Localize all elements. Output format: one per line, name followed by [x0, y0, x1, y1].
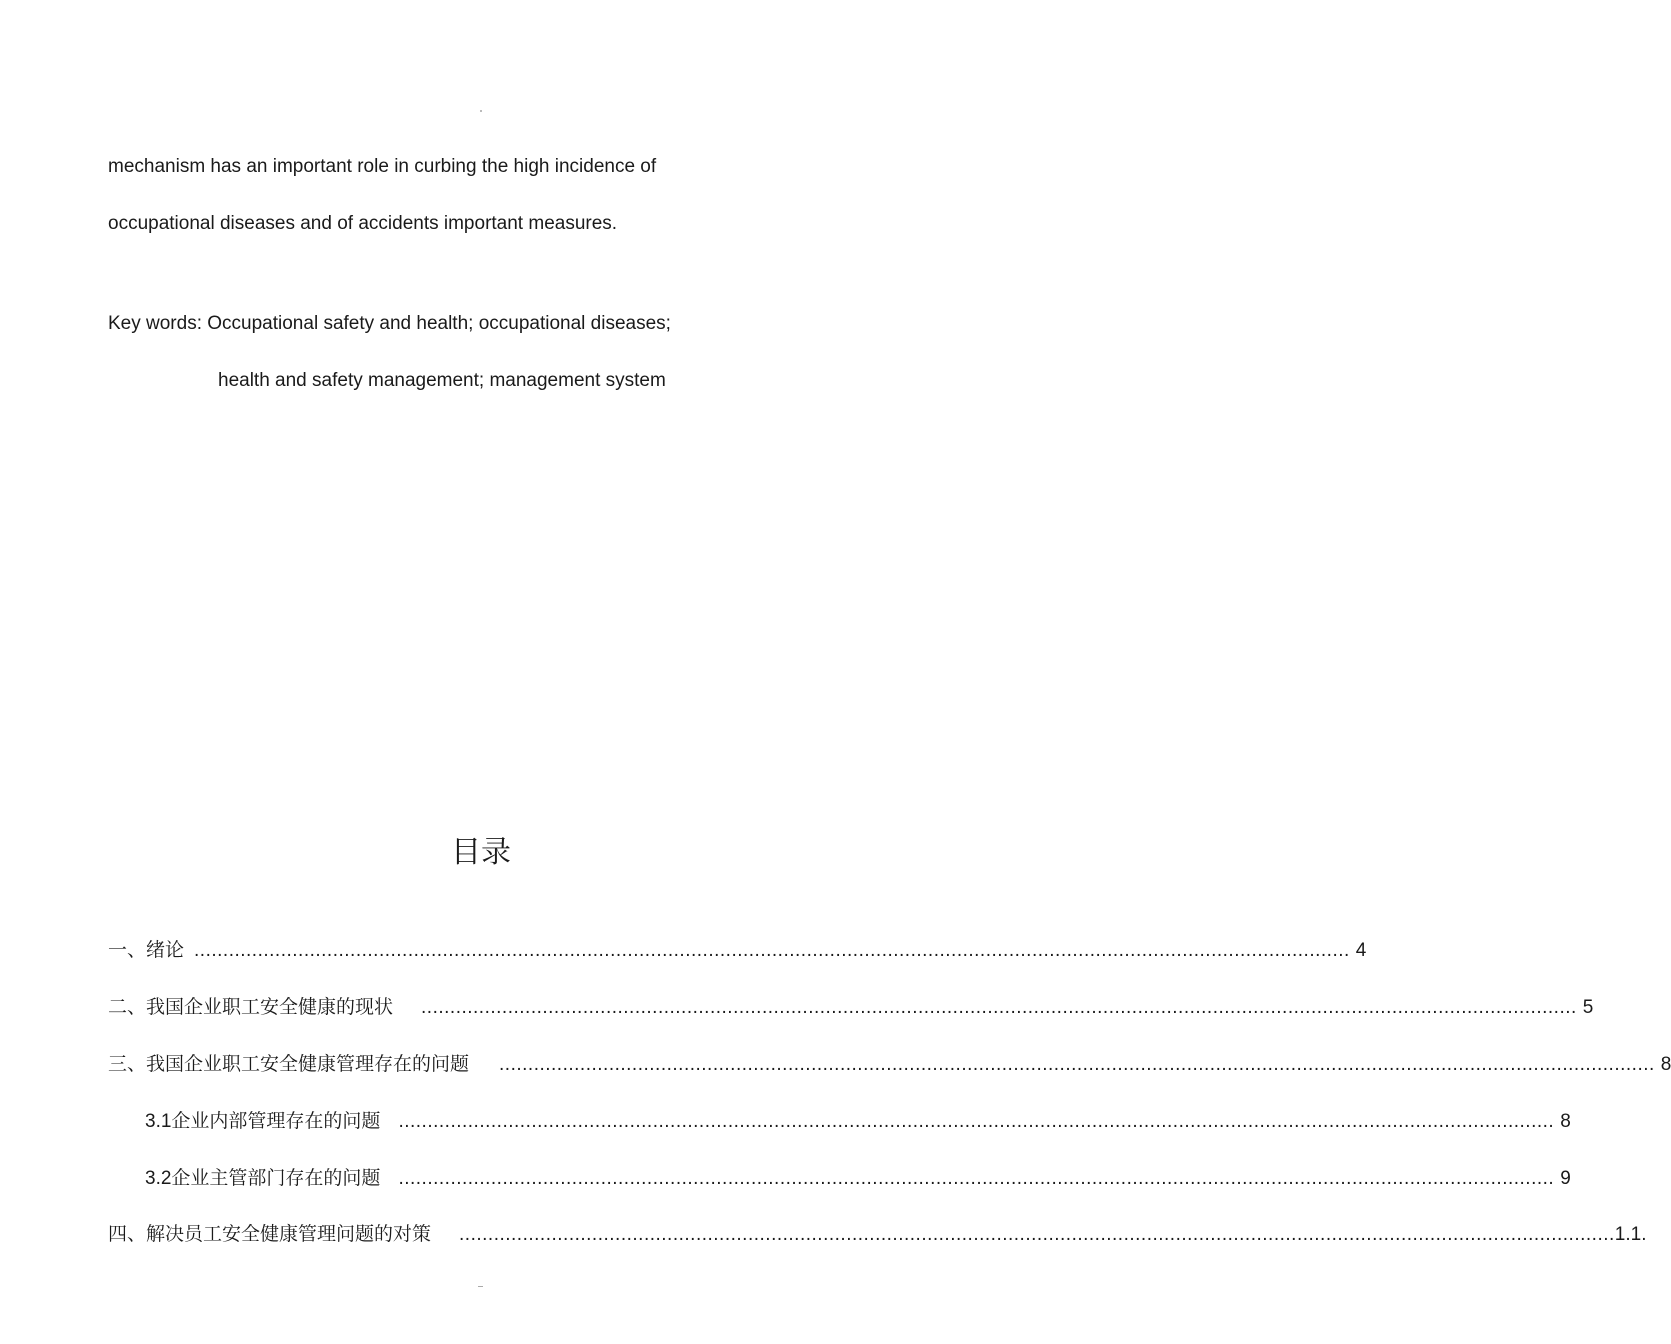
toc-entry-1[interactable]: [108, 938, 1367, 962]
toc-leader-dots: ........................................................................................................................................................................................................: [499, 1054, 1655, 1075]
toc-entry-page: 4: [1355, 940, 1367, 961]
toc-leader-dots: ........................................................................................................................................................................................................: [398, 1168, 1555, 1189]
abstract-line-1: mechanism has an important role in curbing the high incidence of: [108, 156, 657, 177]
toc-entry-3[interactable]: [108, 1052, 1671, 1076]
toc-entry-4[interactable]: [108, 1222, 1647, 1246]
toc-leader-dots: ........................................................................................................................................................................................................: [459, 1224, 1615, 1245]
keywords-line-2: health and safety management; management system: [218, 370, 666, 391]
toc-entry-page: 5: [1582, 997, 1594, 1018]
keywords-line-1: Key words: Occupational safety and health; occupational diseases;: [108, 313, 671, 334]
abstract-line-2: occupational diseases and of accidents important measures.: [108, 213, 618, 234]
toc-entry-number: 3.1: [145, 1111, 172, 1132]
toc-entry-page: 9: [1560, 1168, 1571, 1189]
toc-entry-label: 一、绪论: [108, 939, 185, 961]
toc-entry-label: 二、我国企业职工安全健康的现状: [108, 996, 394, 1018]
toc-entry-label: 企业主管部门存在的问题: [171, 1167, 381, 1189]
toc-entry-label: 三、我国企业职工安全健康管理存在的问题: [108, 1053, 470, 1075]
page-mark-top: [480, 110, 482, 112]
toc-entry-3-2[interactable]: [145, 1166, 1571, 1190]
toc-leader-dots: ........................................................................................................................................................................................................: [421, 997, 1577, 1018]
toc-title: 目录: [451, 835, 511, 870]
toc-entry-3-1[interactable]: [145, 1109, 1571, 1133]
toc-entry-label: 企业内部管理存在的问题: [171, 1110, 381, 1132]
toc-leader-dots: ........................................................................................................................................................................................................: [194, 940, 1350, 961]
toc-entry-page: 8: [1660, 1054, 1671, 1075]
toc-entry-page: 1.1.: [1614, 1224, 1647, 1245]
page-mark-bottom: [478, 1286, 483, 1287]
toc-entry-label: 四、解决员工安全健康管理问题的对策: [108, 1223, 432, 1245]
toc-entry-number: 3.2: [145, 1168, 172, 1189]
toc-entry-page: 8: [1560, 1111, 1571, 1132]
toc-leader-dots: ........................................................................................................................................................................................................: [398, 1111, 1555, 1132]
toc-entry-2[interactable]: [108, 995, 1594, 1019]
